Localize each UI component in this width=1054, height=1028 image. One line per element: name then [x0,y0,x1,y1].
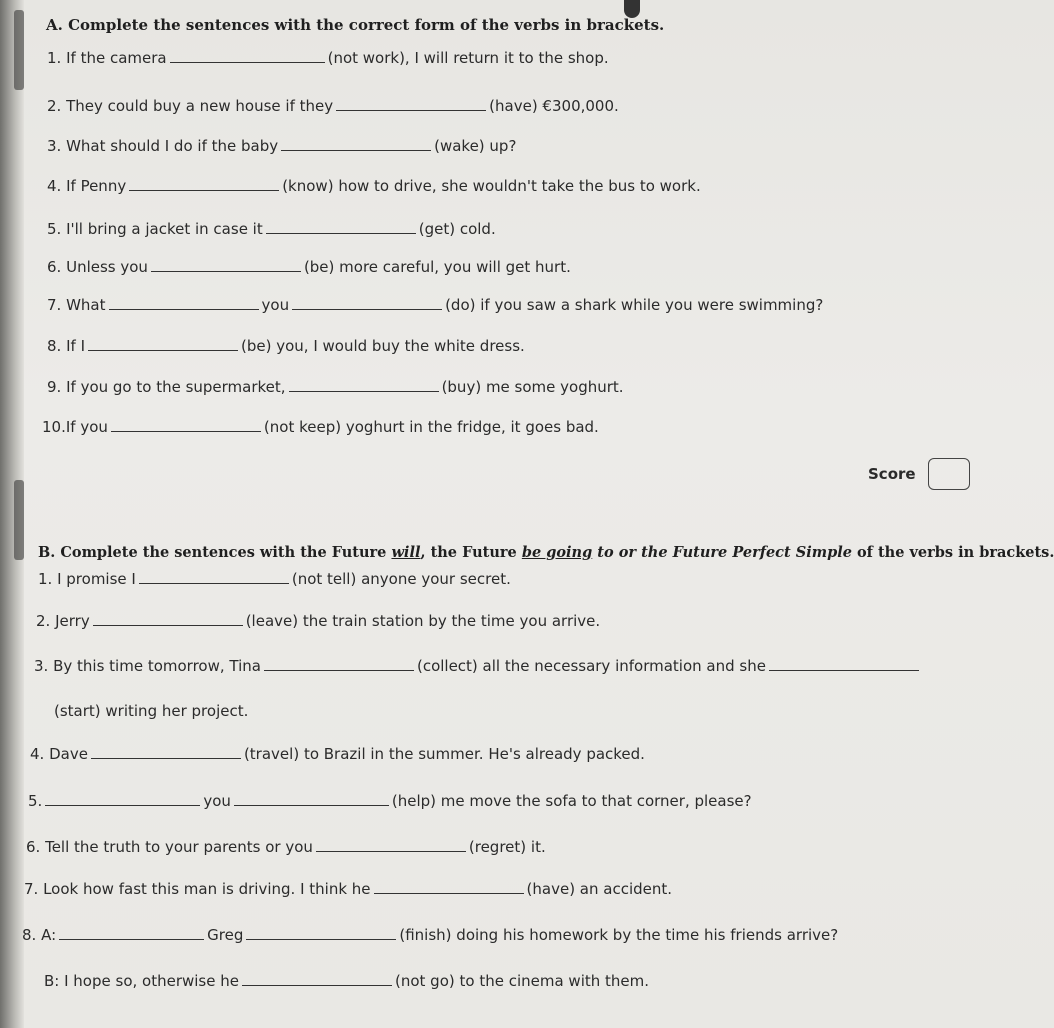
a-item-9: 9. If you go to the supermarket, (buy) me some yoghurt. [47,378,624,396]
b-item-3-continued: (start) writing her project. [54,702,249,720]
a-item-7: 7. What you (do) if you saw a shark while you were swimming? [47,296,824,314]
a-item-1: 1. If the camera (not work), I will return it to the shop. [47,49,609,67]
a-item-6: 6. Unless you (be) more careful, you will get hurt. [47,258,571,276]
b-item-8-reply: B: I hope so, otherwise he (not go) to the cinema with them. [44,972,650,990]
b-item-2: 2. Jerry (leave) the train station by the time you arrive. [36,612,601,630]
section-a-heading: A. Complete the sentences with the correct form of the verbs in brackets. [46,16,665,34]
b-item-4: 4. Dave (travel) to Brazil in the summer. He's already packed. [30,745,645,763]
binding-mark [14,480,24,560]
binding-mark [14,10,24,90]
a-item-3: 3. What should I do if the baby (wake) up? [47,137,517,155]
a-item-2: 2. They could buy a new house if they (have) €300,000. [47,97,619,115]
b-item-3: 3. By this time tomorrow, Tina (collect) all the necessary information and she [34,657,922,675]
score-label: Score [868,465,916,483]
section-b-heading: B. Complete the sentences with the Future will, the Future be going to or the Future Perfect Simple of the verbs in brackets. [38,544,1054,561]
b-item-1: 1. I promise I (not tell) anyone your secret. [38,570,511,588]
b-item-6: 6. Tell the truth to your parents or you (regret) it. [26,838,546,856]
b-item-5: 5. you (help) me move the sofa to that corner, please? [28,792,752,810]
b-item-7: 7. Look how fast this man is driving. I think he (have) an accident. [24,880,673,898]
a-item-10: 10.If you (not keep) yoghurt in the fridge, it goes bad. [42,418,599,436]
a-item-5: 5. I'll bring a jacket in case it (get) cold. [47,220,496,238]
score-box [928,458,970,490]
a-item-4: 4. If Penny (know) how to drive, she wouldn't take the bus to work. [47,177,701,195]
b-item-8: 8. A: Greg (finish) doing his homework by the time his friends arrive? [22,926,839,944]
a-item-8: 8. If I (be) you, I would buy the white dress. [47,337,525,355]
